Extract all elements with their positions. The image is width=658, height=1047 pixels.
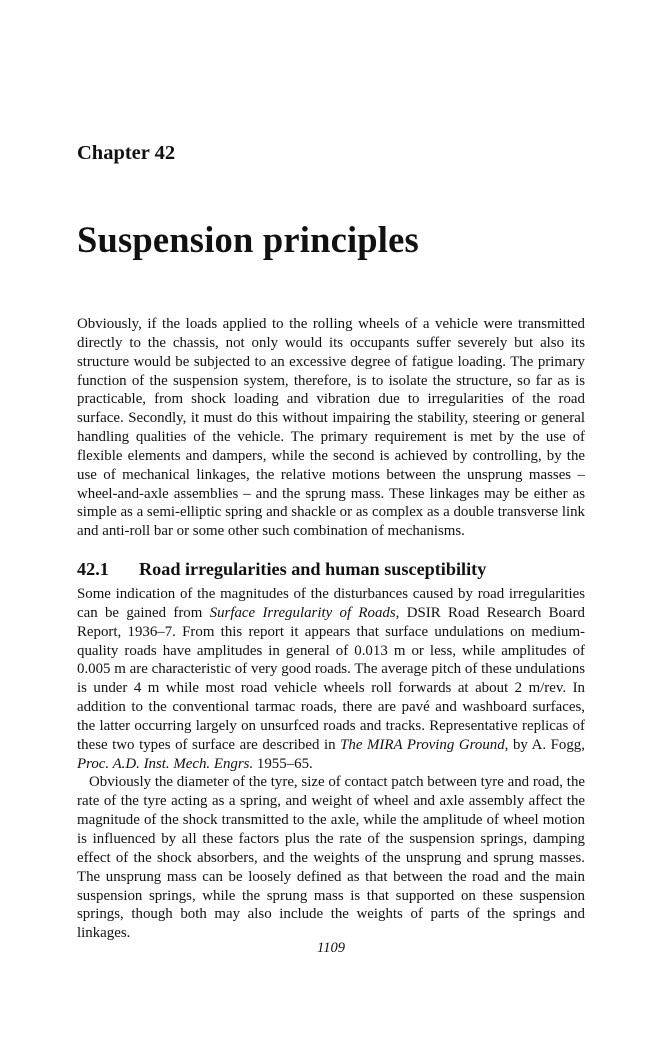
chapter-label: Chapter 42 <box>77 142 176 164</box>
p1-text-d: 1955–65. <box>253 755 313 772</box>
reference-proc-ad: Proc. A.D. Inst. Mech. Engrs. <box>77 755 254 772</box>
chapter-title: Suspension principles <box>77 219 419 260</box>
p1-text-b: , DSIR Road Research Board Report, 1936–7. From this report it appears that surface undulations on medium-quality roads have amplitudes in general of 0.013 m or less, while amplitudes of 0.005 m are characteristic of very good roads. The average pitch of these undulations is under 4 m while most road vehicle wheels roll forwards at about 2 m/rev. In addition to the conventional tarmac roads, there are pavé and washboard surfaces, the latter occurring largely on unsurfced roads and tracks. Representative replicas of these two types of surface are described in <box>77 604 585 753</box>
reference-surface-irregularity: Surface Irregularity of Roads <box>209 604 396 621</box>
section-title: Road irregularities and human susceptibility <box>139 559 487 579</box>
p1-text-a: Some indication of the magnitudes of the disturbances caused by road irregularities can be gained from <box>77 586 585 621</box>
section-number: 42.1 <box>77 559 109 579</box>
section-heading <box>77 559 486 579</box>
p1-text-c: by A. Fogg, <box>508 736 585 753</box>
section-body <box>77 585 585 943</box>
section-paragraph-2: Obviously the diameter of the tyre, size of contact patch between tyre and road, the rate of the tyre acting as a spring, and weight of wheel and axle assembly affect the magnitude of the shock transmitted to the axle, while the amplitude of wheel motion is influenced by all these factors plus the rate of the suspension springs, damping effect of the shock absorbers, and the weights of the unsprung and sprung masses. The unsprung mass can be loosely defined as that between the road and the main suspension springs, while the sprung mass is that supported on these suspension springs, though both may also include the weights of parts of the springs and linkages. <box>77 774 585 942</box>
book-page <box>77 0 585 1047</box>
section-paragraph-1 <box>77 585 585 773</box>
page-number: 1109 <box>317 940 345 956</box>
reference-mira-proving-ground: The MIRA Proving Ground, <box>340 736 509 753</box>
intro-paragraph: Obviously, if the loads applied to the rolling wheels of a vehicle were transmitted directly to the chassis, not only would its occupants suffer severely but also its structure would be subjected to an excessive degree of fatigue loading. The primary function of the suspension system, therefore, is to isolate the structure, so far as is practicable, from shock loading and vibration due to irregularities of the road surface. Secondly, it must do this without impairing the stability, steering or general handling qualities of the vehicle. The primary requirement is met by the use of flexible elements and dampers, while the second is achieved by controlling, by the use of mechanical linkages, the relative motions between the unsprung masses – wheel-and-axle assemblies – and the sprung mass. These linkages may be either as simple as a semi-elliptic spring and shackle or as complex as a double transverse link and anti-roll bar or some other such combination of mechanisms. <box>77 316 585 540</box>
